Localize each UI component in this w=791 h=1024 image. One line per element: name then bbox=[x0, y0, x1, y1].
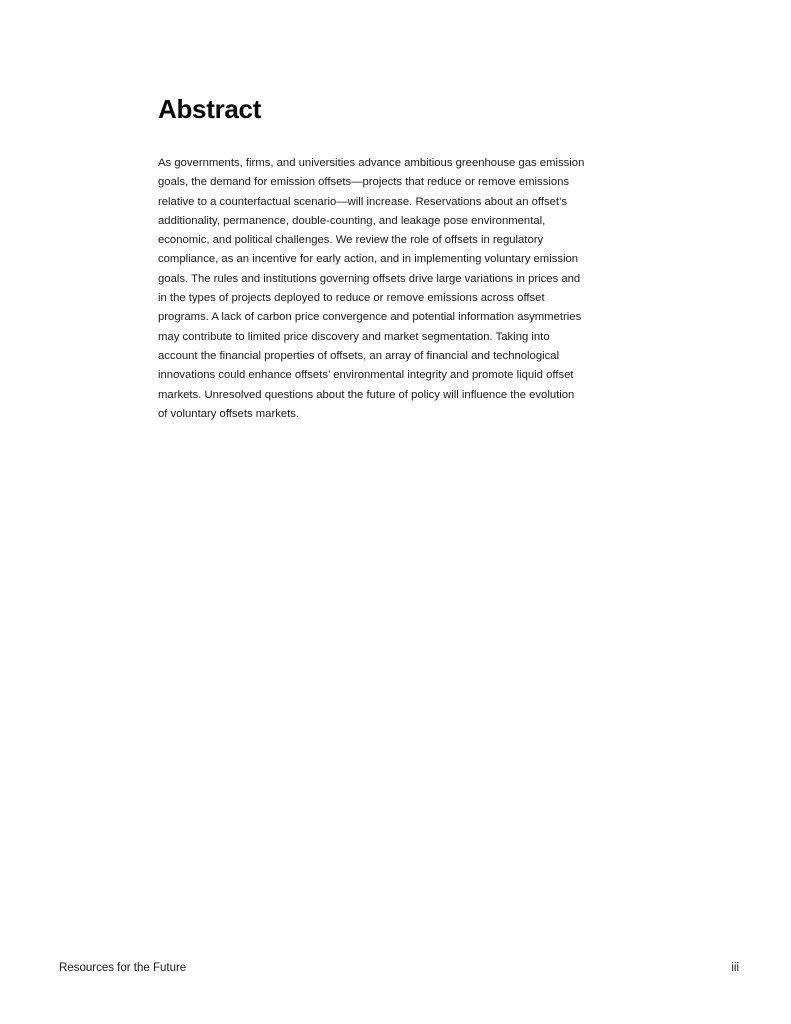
abstract-line: goals. The rules and institutions governing offsets drive large variations in prices and bbox=[158, 272, 581, 285]
abstract-paragraph bbox=[158, 154, 630, 424]
abstract-heading: Abstract bbox=[158, 94, 262, 124]
abstract-line: compliance, as an incentive for early action, and in implementing voluntary emission bbox=[158, 253, 579, 266]
footer-page-number: iii bbox=[731, 962, 739, 974]
abstract-line: economic, and political challenges. We review the role of offsets in regulatory bbox=[158, 234, 544, 247]
abstract-line: As governments, firms, and universities advance ambitious greenhouse gas emission bbox=[158, 157, 585, 169]
abstract-line: additionality, permanence, double-counting, and leakage pose environmental, bbox=[158, 214, 546, 227]
abstract-line: markets. Unresolved questions about the future of policy will influence the evolution bbox=[158, 388, 575, 401]
abstract-line: in the types of projects deployed to reduce or remove emissions across offset bbox=[158, 292, 545, 305]
footer-organization: Resources for the Future bbox=[59, 962, 187, 974]
abstract-line: innovations could enhance offsets’ environmental integrity and promote liquid offset bbox=[158, 369, 574, 382]
abstract-line: goals, the demand for emission offsets—projects that reduce or remove emissions bbox=[158, 176, 570, 189]
abstract-line: of voluntary offsets markets. bbox=[158, 407, 300, 420]
abstract-line: programs. A lack of carbon price convergence and potential information asymmetries bbox=[158, 311, 582, 324]
abstract-line: account the financial properties of offsets, an array of financial and technological bbox=[158, 349, 560, 362]
abstract-line: may contribute to limited price discovery and market segmentation. Taking into bbox=[158, 330, 550, 343]
abstract-line: relative to a counterfactual scenario—will increase. Reservations about an offset’s bbox=[158, 195, 567, 208]
